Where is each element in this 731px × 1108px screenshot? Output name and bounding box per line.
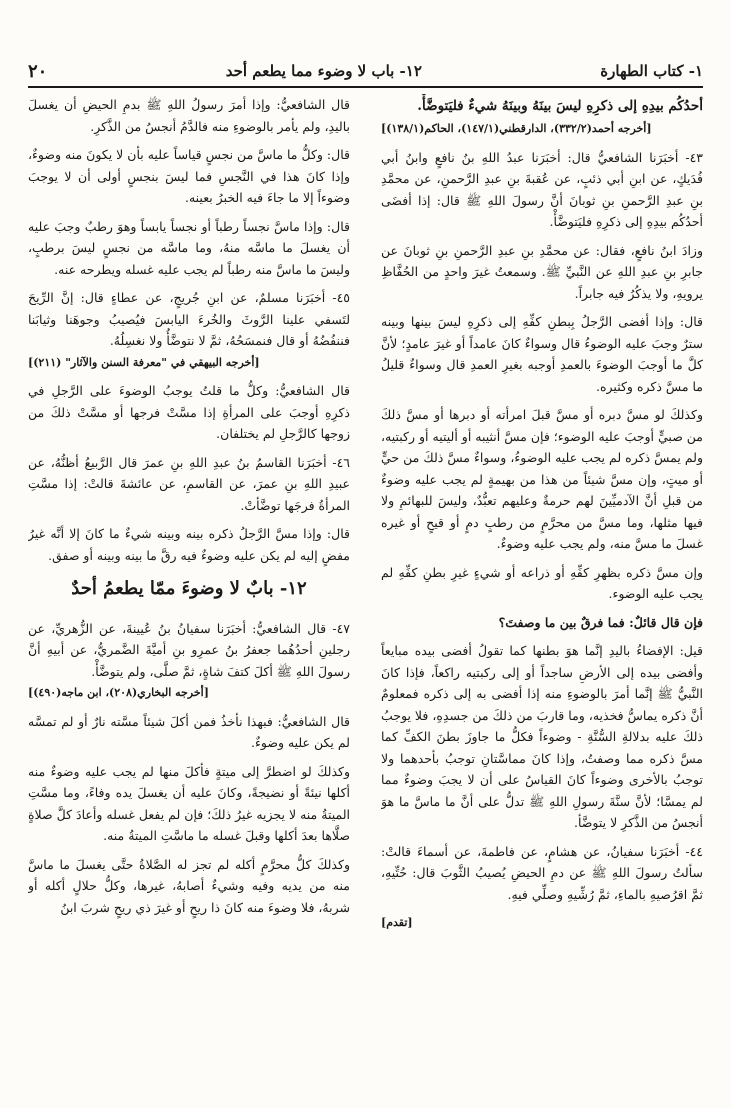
paragraph: قال الشافعيُّ: وكلُّ ما قلتُ يوجبُ الوضوءَ على الرَّجلِ في ذكرِهِ أوجبَ على المرأةِ إذا مسَّتْ فرجها أو مسَّتْ ذلكَ من زوجها كالرَّجلِ لم يختلفان.: [28, 383, 350, 441]
paragraph: قال: وكلُّ ما ماسَّ من نجسٍ قياساً عليه بأن لا يكونَ منه وضوءٌ، وإذا كانَ هذا في النَّجسِ فما ليسَ بنجسٍ أولى أن لا يوجبَ وضوءاً إلا ما جاءَ فيه الخبرُ بعينه.: [28, 147, 350, 205]
paragraph: قال الشافعيُّ: فبهذا نأخذُ فمن أكلَ شيئاً مسَّته نارٌ أو لم تمسَّه لم يكن عليه وضوءٌ.: [28, 713, 350, 750]
citation: [أخرجه أحمد(٣٣٢/٢)، الدارقطني(١٤٧/١)، الحاكم(١٣٨/١)]: [381, 122, 652, 135]
paragraph: وكذلكَ لو مسَّ دبره أو مسَّ قبلَ امرأته أو دبرها أو مسَّ ذلكَ من صبيٍّ أوجبَ عليه الوضوء؛ فإن مسَّ أنثيبه أو أليتيه أو ركبتيه، ولم يمسَّ ذكره لم يجب عليه الوضوءُ، وسواءٌ مسَّ ذلكَ من حيٍّ أو ميتٍ، وإن مسَّ شيئاً من هذا من بهيمةٍ لم يجب عليه وضوءٌ من قبلِ أنَّ الآدميِّينَ لهم حرمةٌ وعليهم تعبُّدٌ، وليسَ للبهائمِ ولا فيها مثلها، وما مسَّ من محرَّمٍ من رطبٍ دمٍ أو قيحٍ أو غيره غسلَ ما مسَّ منه، ولم يجب عليه وضوءٌ.: [381, 407, 703, 551]
citation: [أخرجه البخاري(٢٠٨)، ابن ماجه(٤٩٠)]: [28, 686, 209, 699]
paragraph: وكذلكَ كلُّ محرَّمٍ أكله لم تجز له الصَّلاةُ حتَّى يغسلَ ما ماسَّ منه من يديه وفيه وشيءٌ أصابهُ، غيرها، وكلُّ حلالٍ أكله أو شربهُ، فلا وضوءَ منه كانَ ذا ريحٍ أو غيرَ ذي ريحٍ شربَ ابنُ: [28, 856, 350, 915]
paragraph: قال: وإذا أفضى الرَّجلُ بِبطنِ كفِّهِ إلى ذكرِهِ ليسَ بينها وبينه سترٌ وجبَ عليه الوضوءُ قال وسواءٌ كانَ عامداً أو غيرَ عامدٍ؛ لأنَّ كلَّ ما أوجبَ الوضوءَ بالعمدِ أوجبه بغيرِ العمدِ قال وسواءٌ قليلُ ما مسَّ ذكره وكثيره.: [381, 314, 703, 394]
chapter-heading: ١٢- بابٌ لا وضوءَ ممّا يطعمُ أحدٌ: [71, 578, 307, 599]
page-header: [28, 56, 703, 88]
paragraph: وإن مسَّ ذكره بظهرِ كفِّهِ أو ذراعه أو شيءٍ غيرِ بطنِ كفِّهِ لم يجب عليه الوضوء.: [381, 564, 703, 601]
paragraph: أحدُكُم بيدِهِ إلى ذكرِهِ ليسَ بينَهُ وبينَهُ شيءٌ فليَتوضَّأْ. [أخرجه أحمد(٣٣٢/٢)، الدارقطني(١٤٧/١)، الحاكم(١٣٨/١)]: [381, 94, 703, 140]
hadith-44: ٤٤- أخبَرَنا سفيانُ، عن هشامٍ، عن فاطمةَ، عن أسماءَ قالتْ: سألتُ رسولَ اللهِ ﷺ عن دمِ الحيضِ يُصيبُ الثَّوبَ قال: حُتِّيهِ، ثمَّ اقرُصيهِ بالماءِ، ثمَّ رُشِّيهِ وصلِّي فيهِ.: [381, 843, 703, 902]
left-column: [28, 94, 350, 1084]
paragraph: وكذلكَ لو اضطرَّ إلى ميتةٍ فأكلَ منها لم يجب عليه وضوءٌ منه أكلها نيئةً أو نضيجةً، وكانَ عليه أن يغسلَ يده وفاءً، وما مسَّتِ الميتةُ منه لا يجزيه غيرُ ذلكَ؛ فإن لم يفعل غسله وأعادَ كلَّ صلاةٍ صلَّاها بعدَ أكلها وقبلَ غسله ما ماسَّتِ الميتةُ منه.: [28, 763, 350, 843]
page-number: ٢٠: [28, 60, 48, 82]
text-columns: [28, 94, 703, 1084]
citation: [تقدم]: [381, 916, 413, 929]
hadith-47: ٤٧- قال الشافعيُّ: أخبَرَنا سفيانُ بنُ عُيينةَ، عن الزُّهريِّ، عن رجلينِ أحدُهُما جعفرُ بنُ عمرِو بنِ أميَّةَ الضَّمريُّ، عن أبيهِ أنَّ رسولَ اللهِ ﷺ أكلَ كتفَ شاةٍ، ثمَّ صلَّى، ولم يتوضَّأْ. [أخرجه البخاري(٢٠٨)، ابن ماجه(٤٩٠)]: [28, 618, 350, 704]
hadith-43: ٤٣- أخبَرَنا الشافعيُّ قال: أخبَرَنا عبدُ اللهِ بنُ نافعٍ وابنُ أبي فُدَيكٍ، عن ابنِ أبي ذئبٍ، عن عُقبةَ بنِ عبدِ الرَّحمنِ، عن محمَّدِ بنِ عبدِ الرَّحمنِ بنِ ثوبانَ أنَّ رسولَ اللهِ ﷺ قال: إذا أفضَى أحدُكُم بيدِهِ إلى ذكرِهِ فليَتوضَّأْ.: [381, 149, 703, 229]
chapter-title: ١٢- باب لا وضوء مما يطعم أحد: [225, 62, 422, 80]
paragraph: قال الشافعيُّ: وإذا أمرَ رسولُ اللهِ ﷺ بدمِ الحيضِ أن يغسلَ باليدِ، ولم يأمر بالوضوءِ منه فالدَّمُ أنجسُ من الذَّكرِ.: [28, 97, 350, 134]
paragraph: وزادَ ابنُ نافعٍ، فقال: عن محمَّدِ بنِ عبدِ الرَّحمنِ بنِ ثوبانَ عن جابرِ بنِ عبدِ اللهِ عن النَّبيِّ ﷺ. وسمعتُ غيرَ واحدٍ من الحُفَّاظِ يرويهِ، ولا يذكُرُ فيه جابراً.: [381, 242, 703, 301]
hadith-45: ٤٥- أخبَرَنا مسلمٌ، عن ابنِ جُريجٍ، عن عطاءٍ قال: إنَّ الرِّيحَ لتَسفي علينا الرَّوثَ والخُرءَ اليابسَ فيُصيبُ وجوهَنا وثيابَنا فننفُضُهُ أو قال فنمسَحُهُ، ثمَّ لا نتوضَّأُ ولا نغسِلُهُ. [أخرجه البيهقي في "معرفة السنن والآثار" (٢١١)]: [28, 287, 350, 373]
book-title: ١- كتاب الطهارة: [600, 62, 703, 80]
citation: [أخرجه البيهقي في "معرفة السنن والآثار" (٢١١)]: [28, 355, 260, 369]
paragraph: قال: وإذا مسَّ الرَّجلُ ذكره بينه وبينه شيءٌ ما كانَ إلا أنَّه غيرُ مفضٍ إليه لم يكن عليه وضوءٌ فيه رقَّ ما بينه وبينه أو صفق.: [28, 526, 350, 563]
paragraph: قال: وإذا ماسَّ نجساً رطباً أو نجساً يابساً وهوَ رطبٌ وجبَ عليه أن يغسلَ ما ماسَّه منهُ، وما ماسَّه من نجسٍ ليسَ برطبٍ، وليسَ ما ماسَّ منه رطباً لم يجب عليه غسله ويطرحه عنه.: [28, 218, 350, 277]
question: فإن قال قائلٌ: فما فرقٌ بين ما وصفتَ؟: [498, 614, 703, 630]
answer: قيل: الإفضاءُ باليدِ إنَّما هوَ بطنها كما تقولُ أفضى بيده مبايعاً وأفضى بيده إلى الأرضِ ساجداً أو إلى ركبتيه راكعاً، فإذا كانَ النَّبيُّ ﷺ إنَّما أمرَ بالوضوءِ منه إذا أفضى به إلى ذكره فمعلومٌ أنَّ ذكره يماسُّ فخذيه، وما قاربَ من ذلكَ من جسدِهِ، فلا يوجبُ ذلكَ عليه بدلالةِ السُّنَّةِ - وضوءاً فكلُّ ما جاوزَ بطنَ الكفِّ كما مسَّ ذكره مما وصفتُ، وإذا كانَ مماسَّتانِ توجبُ بأحدهما ولا توجبُ بالأخرى وضوءاً كانَ القياسُ على أن لا يجبَ وضوءٌ مما لم يمسَّا؛ لأنَّ سنَّةَ رسولِ اللهِ ﷺ تدلُّ على أنَّ ما ماسَّ ما هوَ أنجسُ من الذَّكرِ لا يتوضَّأ.: [381, 643, 703, 830]
right-column: [381, 94, 703, 1084]
hadith-46: ٤٦- أخبَرَنا القاسمُ بنُ عبدِ اللهِ بنِ عمرَ قال الرَّبيعُ أظنُّهُ، عن عبيدِ اللهِ بنِ عمرَ، عن القاسمِ، عن عائشةَ قالتْ: إذا مسَّتِ المرأةُ فرجَها توضَّأتْ.: [28, 454, 350, 513]
